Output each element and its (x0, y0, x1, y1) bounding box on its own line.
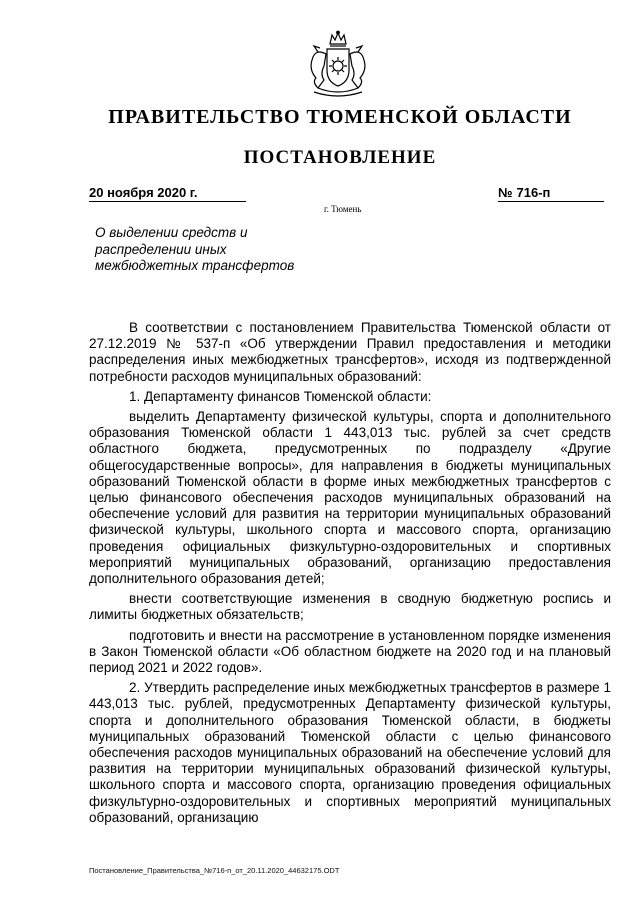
government-title: ПРАВИТЕЛЬСТВО ТЮМЕНСКОЙ ОБЛАСТИ (108, 106, 572, 128)
number-sign: № (498, 185, 513, 200)
document-number-line (498, 185, 604, 202)
document-subject (95, 225, 335, 275)
subject-line: О выделении средств и (95, 225, 248, 240)
emblem (300, 30, 376, 104)
document-footer-filename: Постановление_Правительства_№716-п_от_20.11.2020_44632175.ODT (89, 866, 340, 875)
body-paragraph: 1. Департаменту финансов Тюменской области: (129, 388, 432, 404)
body-paragraph: подготовить и внести на рассмотрение в установленном порядке изменения в Закон Тюменской области «Об областном бюджете на 2020 год и на плановый период 2021 и 2022 годов». (89, 627, 611, 676)
body-paragraph: внести соответствующие изменения в сводную бюджетную роспись и лимиты бюджетных обязательств; (89, 591, 611, 623)
body-paragraph: выделить Департаменту физической культуры, спорта и дополнительного образования Тюменской области 1 443,013 тыс. рублей за счет средств областного бюджета, предусмотренных по подразделу «Другие общегосударственные вопросы», для направления в бюджеты муниципальных образований Тюменской области в форме иных межбюджетных трансфертов с целью финансового обеспечения расходов муниципальных образований на обеспечение условий для развития на территории муниципальных образований физической культуры, школьного спорта и массового спорта, организацию проведения официальных физкультурно-оздоровительных и спортивных мероприятий муниципальных образований, организацию предоставления дополнительного образования детей; (89, 409, 611, 587)
body-paragraph: В соответствии с постановлением Правительства Тюменской области от 27.12.2019 № 537-п «Об утверждении Правил предоставления и методики распределения иных межбюджетных трансфертов», исходя из подтвержденной потребности расходов муниципальных образований: (89, 320, 611, 384)
document-city: г. Тюмень (324, 204, 362, 214)
body-paragraph: 2. Утвердить распределение иных межбюджетных трансфертов в размере 1 443,013 тыс. рублей, предусмотренных Департаменту физической культуры, спорта и дополнительного образования Тюменской области, в бюджеты муниципальных образований Тюменской области с целью финансового обеспечения расходов муниципальных образований на обеспечение условий для развития на территории муниципальных образований физической культуры, школьного спорта и массового спорта, организацию проведения официальных физкультурно-оздоровительных и спортивных мероприятий муниципальных образований, организацию (89, 680, 611, 825)
subject-line: межбюджетных трансфертов (95, 258, 295, 273)
document-type: ПОСТАНОВЛЕНИЕ (243, 147, 437, 168)
document-body (89, 320, 611, 830)
document-number: 716-п (516, 185, 551, 200)
subject-line: распределении иных (95, 241, 227, 257)
document-date: 20 ноября 2020 г. (89, 185, 246, 202)
tyumen-region-coat-of-arms-icon (300, 30, 376, 104)
